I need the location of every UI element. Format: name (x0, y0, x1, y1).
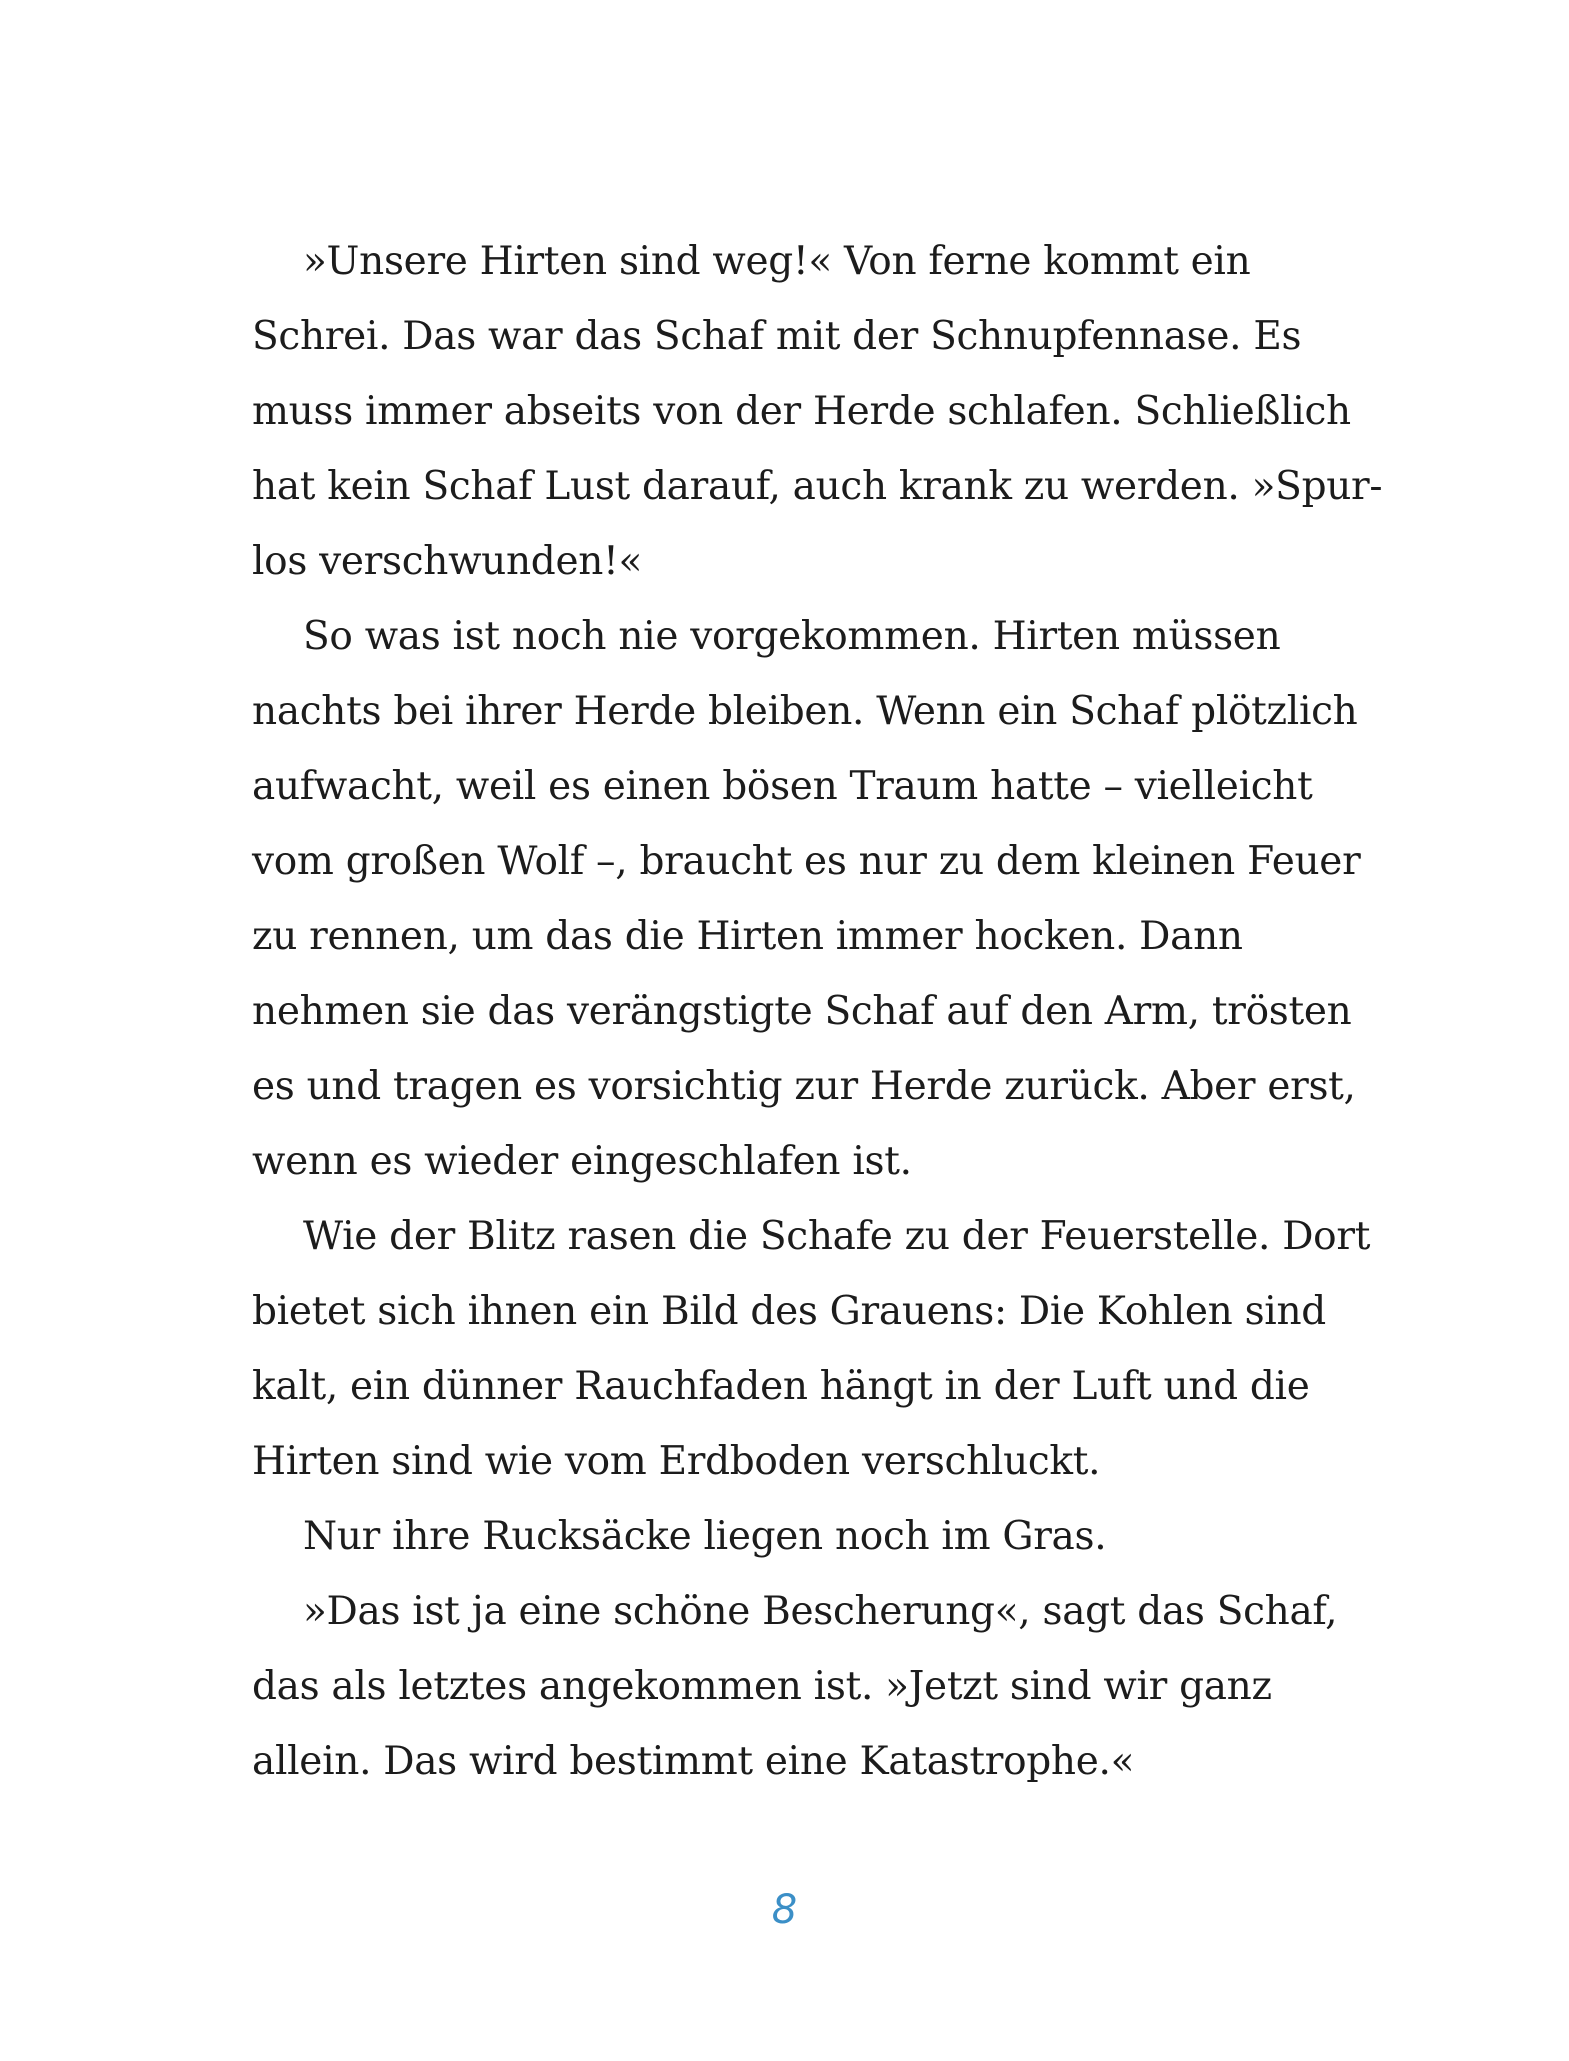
paragraph-1-line-1: »Unsere Hirten sind weg!« Von ferne kommt ein (303, 239, 1251, 284)
paragraph-5-line-3: allein. Das wird bestimmt eine Katastrophe.« (252, 1739, 1135, 1784)
page-number: 8 (771, 1887, 798, 1933)
paragraph-2-line-3: aufwacht, weil es einen bösen Traum hatte – vielleicht (252, 764, 1313, 809)
paragraph-4-line-1: Nur ihre Rucksäcke liegen noch im Gras. (303, 1514, 1107, 1559)
paragraph-1-line-3: muss immer abseits von der Herde schlafen. Schließlich (252, 389, 1351, 434)
body-text (252, 224, 1383, 1799)
paragraph-3-line-3: kalt, ein dünner Rauchfaden hängt in der Luft und die (252, 1364, 1310, 1409)
paragraph-1-line-2: Schrei. Das war das Schaf mit der Schnupfennase. Es (252, 314, 1302, 359)
paragraph-3-line-2: bietet sich ihnen ein Bild des Grauens: Die Kohlen sind (252, 1289, 1326, 1334)
paragraph-5-line-1: »Das ist ja eine schöne Bescherung«, sagt das Schaf, (303, 1589, 1338, 1634)
paragraph-2-line-1: So was ist noch nie vorgekommen. Hirten müssen (303, 614, 1281, 659)
paragraph-2-line-8: wenn es wieder eingeschlafen ist. (252, 1139, 912, 1184)
paragraph-3-line-1: Wie der Blitz rasen die Schafe zu der Feuerstelle. Dort (303, 1214, 1371, 1259)
paragraph-2-line-4: vom großen Wolf –, braucht es nur zu dem kleinen Feuer (252, 839, 1361, 884)
paragraph-2-line-6: nehmen sie das verängstigte Schaf auf den Arm, trösten (252, 989, 1352, 1034)
paragraph-3-line-4: Hirten sind wie vom Erdboden verschluckt. (252, 1439, 1101, 1484)
paragraph-2-line-2: nachts bei ihrer Herde bleiben. Wenn ein Schaf plötzlich (252, 689, 1358, 734)
paragraph-2-line-5: zu rennen, um das die Hirten immer hocken. Dann (252, 914, 1243, 959)
paragraph-1-line-5: los verschwunden!« (252, 539, 643, 584)
paragraph-2-line-7: es und tragen es vorsichtig zur Herde zurück. Aber erst, (252, 1064, 1356, 1109)
paragraph-1-line-4: hat kein Schaf Lust darauf, auch krank zu werden. »Spur- (252, 464, 1383, 509)
paragraph-5-line-2: das als letztes angekommen ist. »Jetzt sind wir ganz (252, 1664, 1272, 1709)
